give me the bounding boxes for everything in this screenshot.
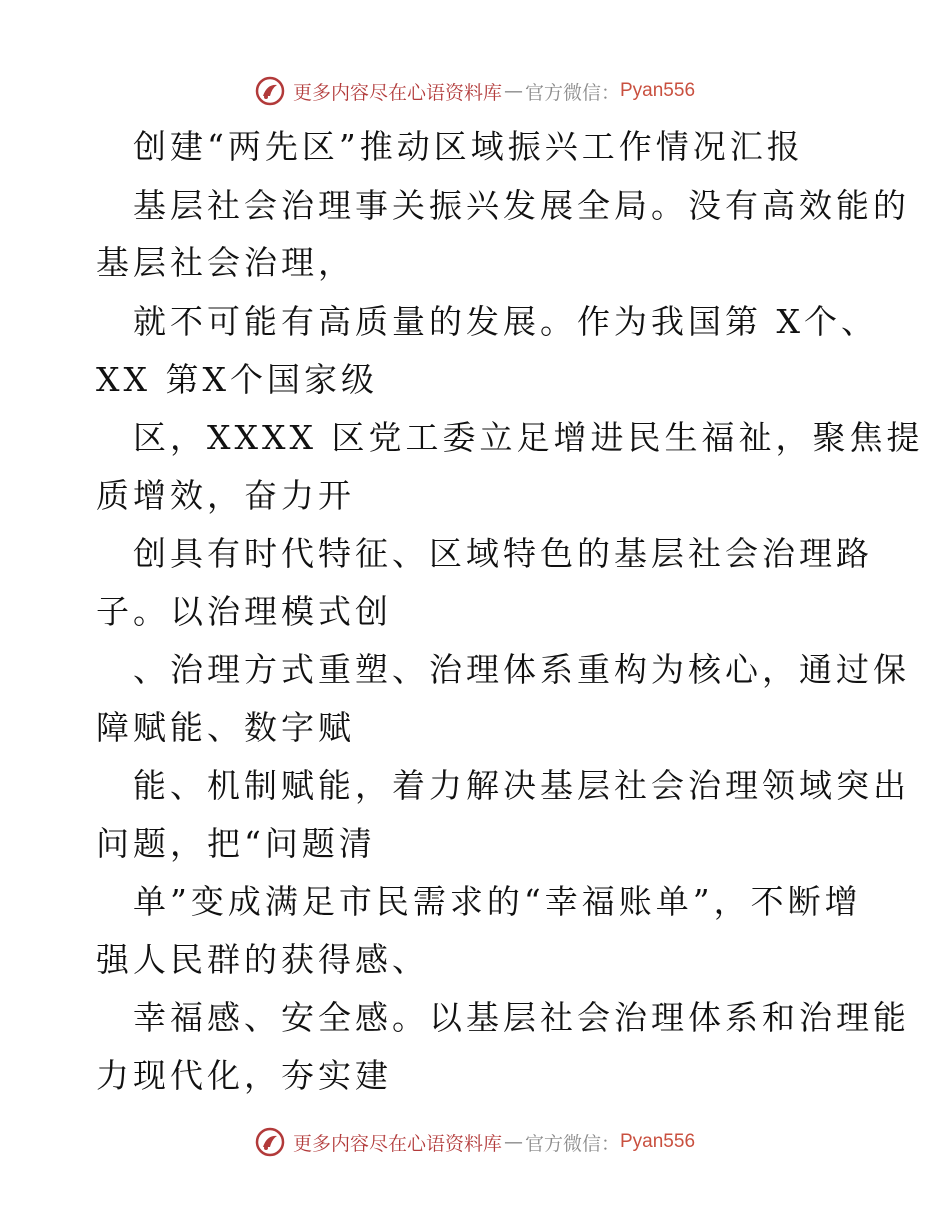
banner-slogan: 更多内容尽在心语资料库 (292, 1132, 502, 1155)
banner-wechat-id: Pyan556 (620, 80, 696, 101)
brand-logo-icon (255, 76, 285, 106)
body-line: XX 第X个国家级 (96, 360, 378, 399)
body-line: 就不可能有高质量的发展。作为我国第 X个、 (133, 302, 878, 341)
body-line: 创具有时代特征、区域特色的基层社会治理路 (133, 534, 873, 573)
banner-separator: — (503, 80, 523, 102)
body-line: 质增效，奋力开 (96, 476, 355, 515)
body-line: 障赋能、数字赋 (96, 708, 355, 747)
document-title: 创建“两先区”推动区域振兴工作情况汇报 (133, 127, 804, 166)
banner-wechat-label: 官方微信： (524, 81, 620, 104)
body-line: 、治理方式重塑、治理体系重构为核心，通过保 (133, 650, 910, 689)
header-banner (0, 71, 950, 111)
banner-separator: — (503, 1131, 523, 1153)
body-line: 力现代化，夯实建 (96, 1056, 392, 1095)
body-line: 子。以治理模式创 (96, 592, 392, 631)
body-line: 单”变成满足市民需求的“幸福账单”，不断增 (133, 882, 862, 921)
banner-slogan: 更多内容尽在心语资料库 (292, 81, 502, 104)
banner-wechat-id: Pyan556 (620, 1131, 696, 1152)
banner-wechat-label: 官方微信： (524, 1132, 620, 1155)
body-line: 基层社会治理， (96, 243, 355, 282)
footer-banner (0, 1122, 950, 1162)
body-line: 能、机制赋能，着力解决基层社会治理领域突出 (133, 766, 910, 805)
brand-logo-icon (255, 1127, 285, 1157)
body-line: 区，XXXX 区党工委立足增进民生福祉，聚焦提 (133, 418, 924, 457)
body-line: 强人民群的获得感、 (96, 940, 429, 979)
body-line: 幸福感、安全感。以基层社会治理体系和治理能 (133, 998, 910, 1037)
body-line: 基层社会治理事关振兴发展全局。没有高效能的 (133, 186, 910, 225)
body-line: 问题，把“问题清 (96, 824, 376, 863)
